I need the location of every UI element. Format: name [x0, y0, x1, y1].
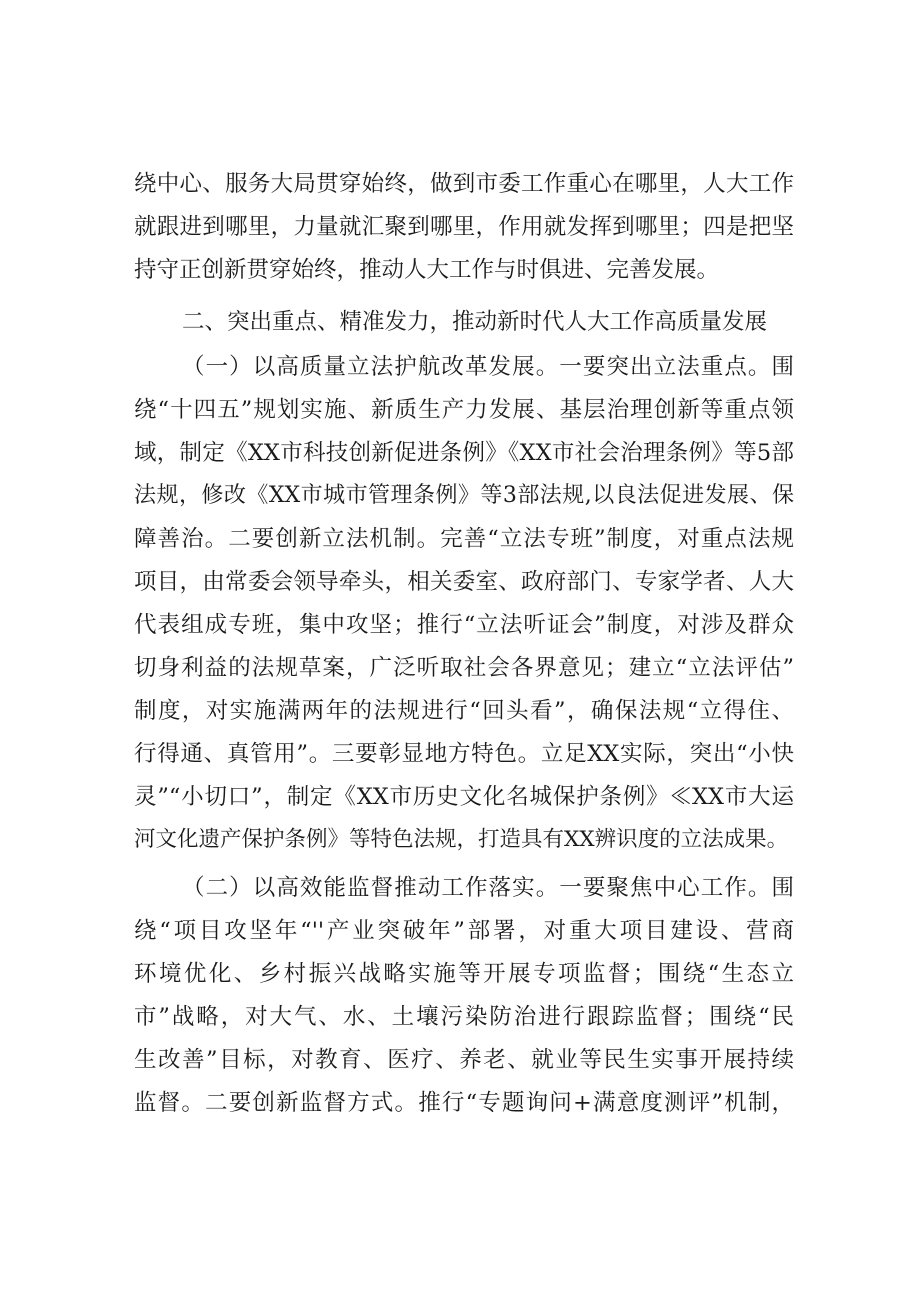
- paragraph-first-line: （二）以高效能监督推动工作落实。一要聚焦中心工作。围: [182, 875, 794, 901]
- body-text-line: 灵”“小切口”，制定《XX市历史文化名城保护条例》≪XX市大运: [134, 784, 794, 810]
- section-heading: 二、突出重点、精准发力，推动新时代人大工作高质量发展: [182, 309, 768, 335]
- body-text-line: 河文化遗产保护条例》等特色法规，打造具有XX辨识度的立法成果。: [134, 827, 789, 852]
- body-text-line: 环境优化、乡村振兴战略实施等开展专项监督；围绕“生态立: [134, 961, 794, 987]
- body-text-line: 域，制定《XX市科技创新促进条例》《XX市社会治理条例》等5部: [134, 440, 794, 466]
- body-text-line: 障善治。二要创新立法机制。完善“立法专班”制度，对重点法规: [134, 526, 794, 552]
- body-text-line: 绕“项目攻坚年“''产业突破年”部署，对重大项目建设、营商: [134, 918, 794, 944]
- paragraph-first-line: （一）以高质量立法护航改革发展。一要突出立法重点。围: [182, 354, 794, 380]
- body-text-line: 绕中心、服务大局贯穿始终，做到市委工作重心在哪里，人大工作: [134, 171, 794, 197]
- body-text-line: 监督。二要创新监督方式。推行“专题询问+满意度测评”机制，: [134, 1090, 794, 1116]
- body-text-line: 代表组成专班，集中攻坚；推行“立法听证会”制度，对涉及群众: [134, 612, 794, 638]
- body-text-line: 绕“十四五”规划实施、新质生产力发展、基层治理创新等重点领: [134, 397, 794, 423]
- body-text-line: 法规，修改《XX市城市管理条例》等3部法规,以良法促进发展、保: [134, 483, 794, 508]
- body-text-line: 就跟进到哪里，力量就汇聚到哪里，作用就发挥到哪里；四是把坚: [134, 214, 794, 240]
- body-text-line: 切身利益的法规草案，广泛听取社会各界意见；建立“立法评估”: [134, 655, 794, 681]
- body-text-line: 行得通、真管用”。三要彰显地方特色。立足XX实际，突出“小快: [134, 741, 794, 767]
- body-text-line: 生改善”目标，对教育、医疗、养老、就业等民生实事开展持续: [134, 1047, 794, 1073]
- body-text-line: 制度，对实施满两年的法规进行“回头看”，确保法规“立得住、: [134, 698, 794, 724]
- body-text-line: 持守正创新贯穿始终，推动人大工作与时俱进、完善发展。: [134, 257, 720, 283]
- body-text-line: 市”战略，对大气、水、土壤污染防治进行跟踪监督；围绕“民: [134, 1004, 794, 1030]
- body-text-line: 项目，由常委会领导牵头，相关委室、政府部门、专家学者、人大: [134, 569, 794, 595]
